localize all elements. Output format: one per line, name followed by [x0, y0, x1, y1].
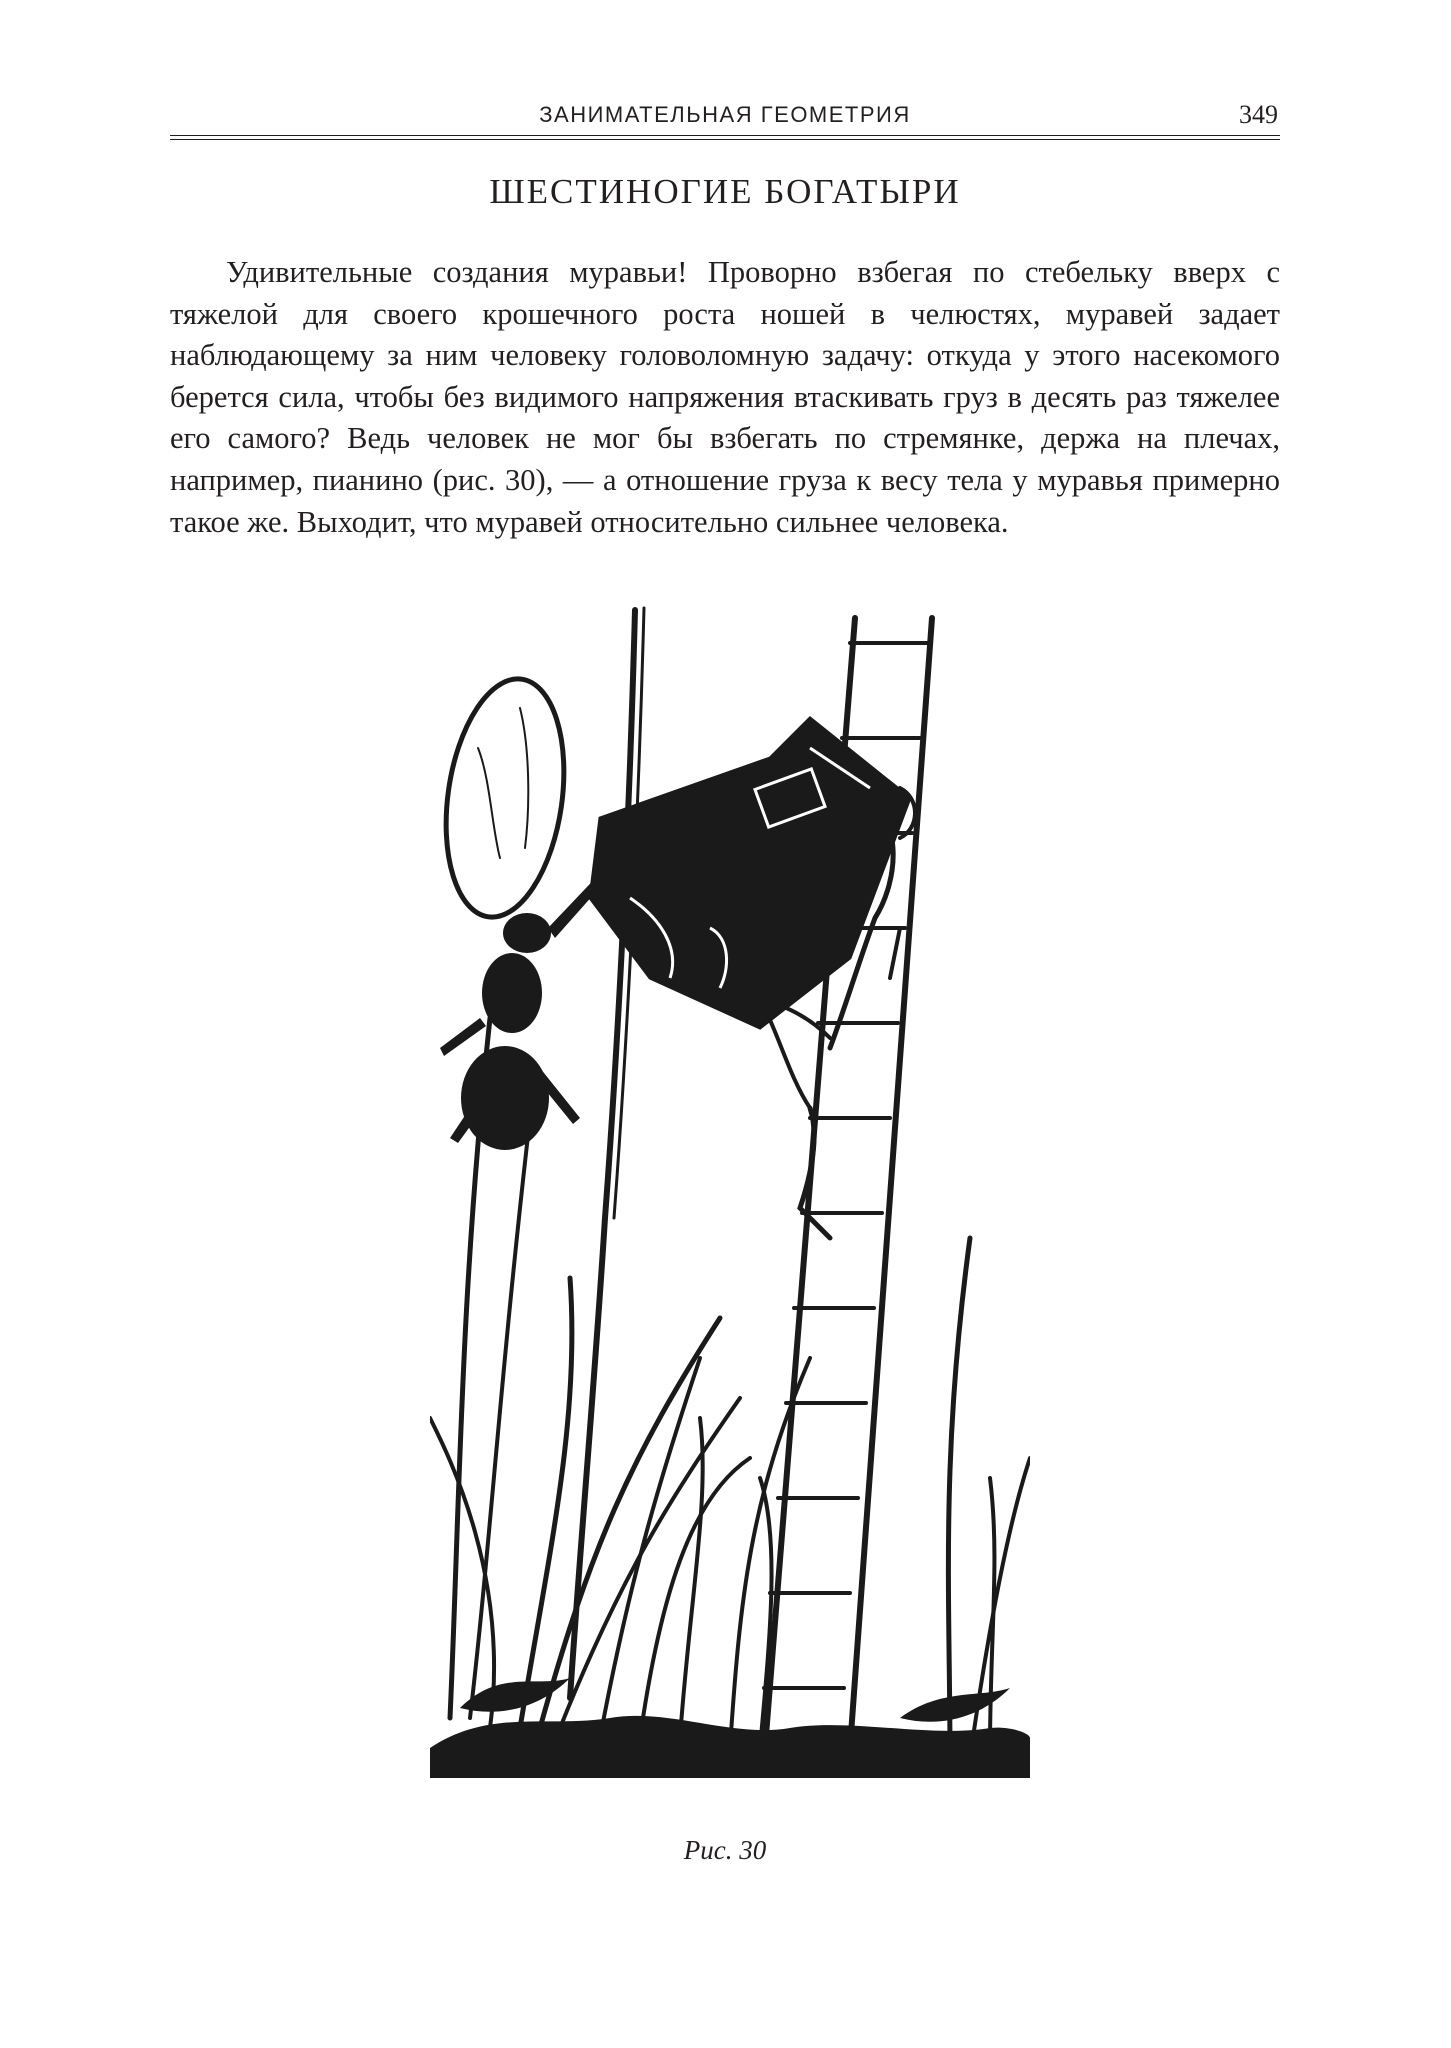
header-rule — [170, 135, 1280, 136]
figure-illustration — [430, 598, 1030, 1778]
body-paragraph: Удивительные создания муравьи! Проворно взбегая по стебельку вверх с тяжелой для своего крошечного роста ношей в челюстях, муравей задает наблюдающему за ним человеку головоломную задачу: откуда у этого насекомого берется сила, чтобы без видимого напряжения втаскивать груз в десять раз тяжелее его самого? Ведь человек не мог бы взбегать по стремянке, держа на плечах, например, пианино (рис. 30), — а отношение груза к весу тела у муравья примерно такое же. Выходит, что муравей относительно сильнее человека. — [170, 255, 1280, 539]
section-title: ШЕСТИНОГИЕ БОГАТЫРИ — [489, 172, 961, 211]
page-number: 349 — [1239, 100, 1278, 129]
figure-caption: Рис. 30 — [683, 1835, 767, 1865]
header-rule-thin — [170, 139, 1280, 140]
ant-and-man-engraving — [430, 598, 1030, 1778]
running-title: ЗАНИМАТЕЛЬНАЯ ГЕОМЕТРИЯ — [539, 102, 911, 127]
running-header — [170, 100, 1280, 136]
